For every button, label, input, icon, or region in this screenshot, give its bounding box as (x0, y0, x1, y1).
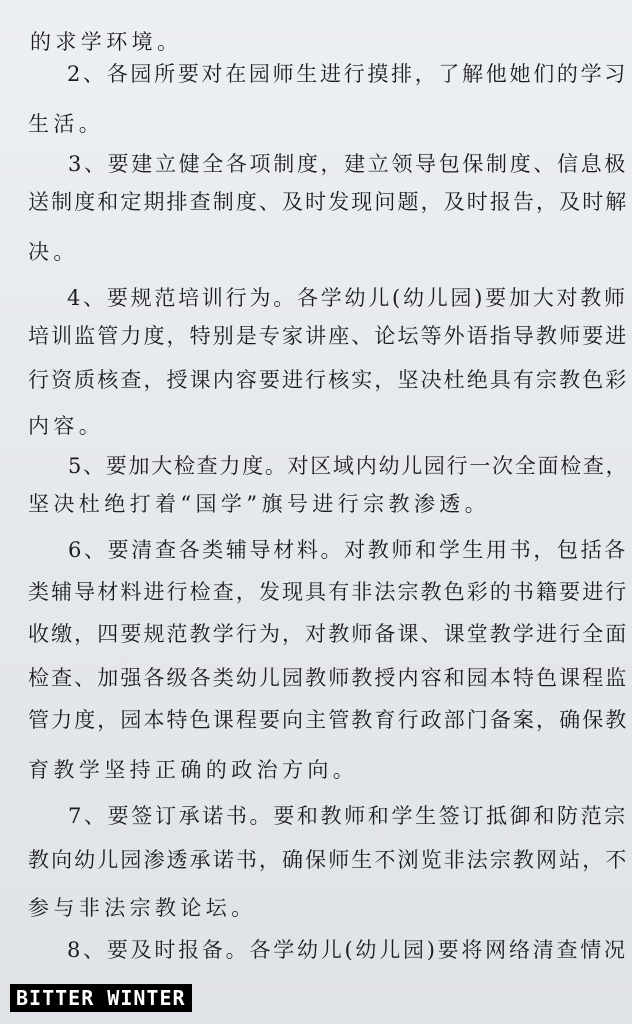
text-line: 教向幼儿园渗透承诺书，确保师生不浏览非法宗教网站，不 (28, 848, 629, 872)
bitter-winter-watermark: BITTER WINTER (10, 984, 192, 1012)
text-line: 生活。 (28, 112, 105, 136)
text-line: 送制度和定期排查制度、及时发现问题，及时报告，及时解 (28, 190, 629, 214)
text-line: 收缴，四要规范教学行为，对教师备课、课堂教学进行全面 (28, 622, 629, 646)
text-line: 参与非法宗教论坛。 (28, 896, 257, 920)
text-line: 3、要建立健全各项制度，建立领导包保制度、信息极 (68, 152, 628, 176)
text-line: 5、要加大检查力度。对区域内幼儿园行一次全面检查， (68, 454, 629, 478)
text-line: 检查、加强各级各类幼儿园教师教授内容和园本特色课程监 (28, 666, 629, 690)
text-line: 行资质核查，授课内容要进行核实，坚决杜绝具有宗教色彩 (28, 368, 629, 392)
text-line: 2、各园所要对在园师生进行摸排，了解他她们的学习 (67, 62, 628, 86)
text-line: 坚决杜绝打着“国学”旗号进行宗教渗透。 (28, 492, 491, 516)
text-line: 4、要规范培训行为。各学幼儿(幼儿园)要加大对教师 (67, 286, 628, 310)
text-line: 6、要清查各类辅导材料。对教师和学生用书，包括各 (68, 538, 628, 562)
text-line: 管力度，园本特色课程要向主管教育行政部门备案，确保教 (28, 708, 629, 732)
text-line: 8、要及时报备。各学幼儿(幼儿园)要将网络清查情况 (67, 938, 628, 962)
text-line: 决。 (28, 240, 79, 264)
text-line: 育教学坚持正确的政治方向。 (28, 758, 359, 782)
text-line: 的求学环境。 (30, 30, 183, 54)
text-line: 内容。 (28, 414, 105, 438)
text-line: 培训监管力度，特别是专家讲座、论坛等外语指导教师要进 (28, 324, 629, 348)
text-line: 7、要签订承诺书。要和教师和学生签订抵御和防范宗 (68, 804, 628, 828)
text-line: 类辅导材料进行检查，发现具有非法宗教色彩的书籍要进行 (28, 580, 629, 604)
